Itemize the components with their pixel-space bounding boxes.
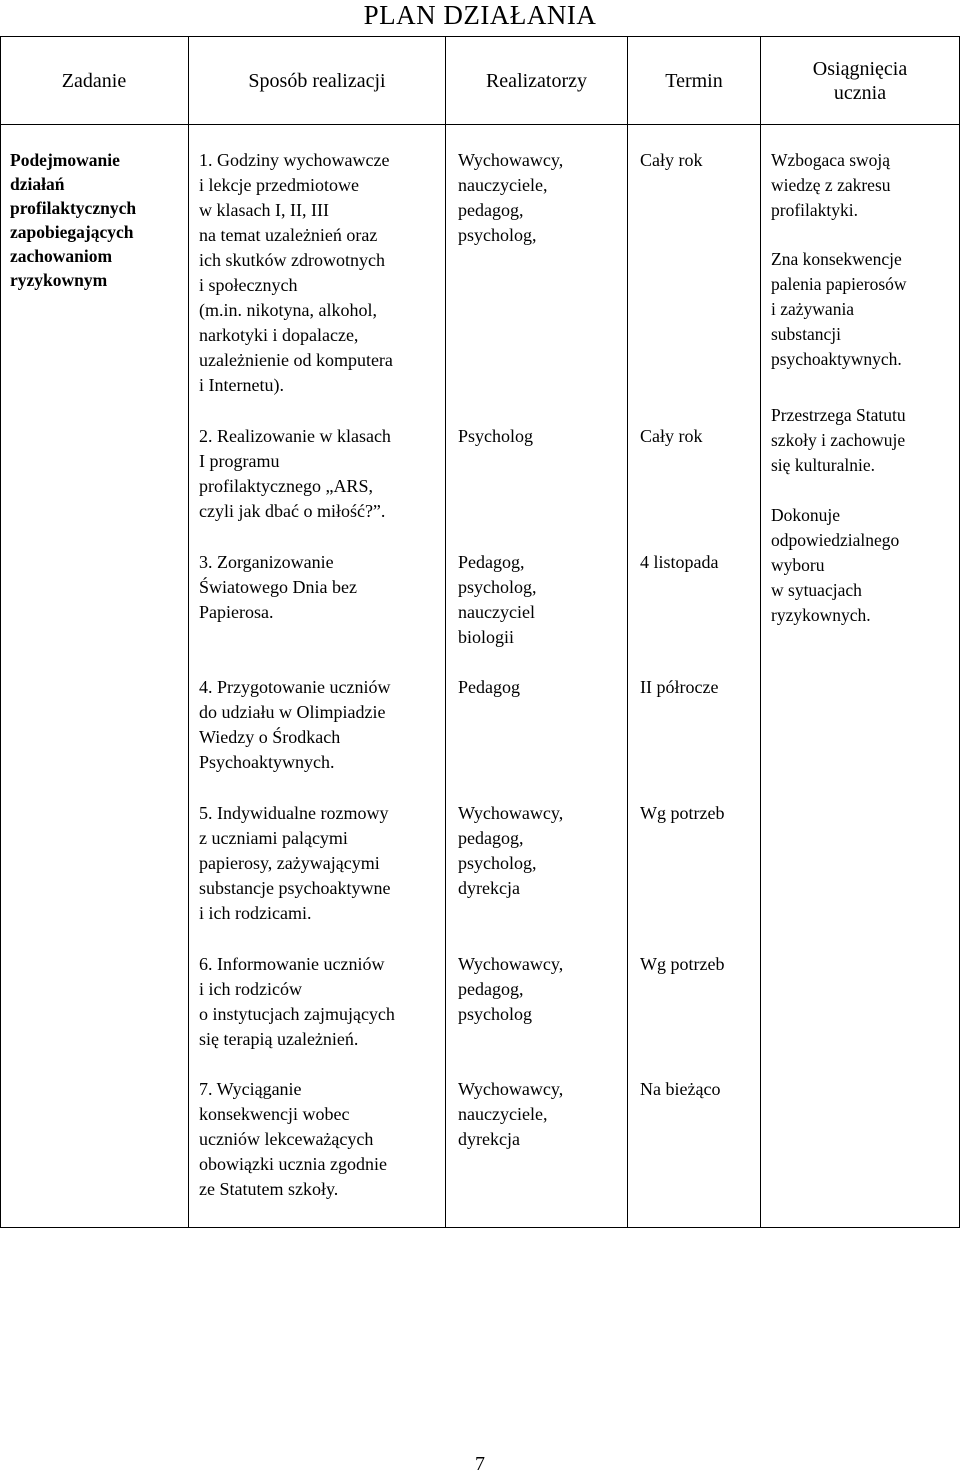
header-achievements: Osiągnięcia ucznia: [812, 57, 908, 104]
column-divider: [760, 36, 761, 1228]
executors-cell-2: Psycholog: [458, 426, 534, 446]
header-deadline: Termin: [665, 69, 723, 92]
column-divider: [445, 36, 446, 1228]
executors-cell-1: Wychowawcy, nauczyciele, pedagog, psycholog,: [458, 150, 564, 245]
header-task: Zadanie: [61, 69, 127, 92]
column-divider: [627, 36, 628, 1228]
task-cell: Podejmowanie działań profilaktycznych zapobiegających zachowaniom ryzykownym: [10, 150, 137, 290]
method-cell-1: 1. Godziny wychowawcze i lekcje przedmiotowe w klasach I, II, III na temat uzależnień oraz ich skutków zdrowotnych i społecznych (m.in. nikotyna, alkohol, narkotyki i dopalacze, uzależnienie od komputera i Internetu).: [199, 150, 393, 395]
method-cell-4: 4. Przygotowanie uczniów do udziału w Olimpiadzie Wiedzy o Środkach Psychoaktywnych.: [199, 677, 391, 772]
header-divider: [0, 124, 960, 125]
column-divider: [188, 36, 189, 1228]
method-cell-2: 2. Realizowanie w klasach I programu profilaktycznego „ARS, czyli jak dbać o miłość?”.: [199, 426, 391, 521]
header-method: Sposób realizacji: [248, 69, 386, 92]
method-cell-3: 3. Zorganizowanie Światowego Dnia bez Papierosa.: [199, 552, 357, 622]
deadline-cell-2: Cały rok: [640, 426, 703, 446]
method-cell-7: 7. Wyciąganie konsekwencji wobec uczniów lekceważących obowiązki ucznia zgodnie ze Statutem szkoły.: [199, 1079, 387, 1199]
deadline-cell-7: Na bieżąco: [640, 1079, 721, 1099]
executors-cell-5: Wychowawcy, pedagog, psycholog, dyrekcja: [458, 803, 564, 898]
executors-cell-7: Wychowawcy, nauczyciele, dyrekcja: [458, 1079, 564, 1149]
page-title: PLAN DZIAŁANIA: [363, 0, 597, 30]
achievement-1: Wzbogaca swoją wiedzę z zakresu profilaktyki.: [771, 150, 891, 220]
achievement-2: Zna konsekwencje palenia papierosów i zażywania substancji psychoaktywnych.: [771, 249, 907, 369]
executors-cell-6: Wychowawcy, pedagog, psycholog: [458, 954, 564, 1024]
deadline-cell-4: II półrocze: [640, 677, 719, 697]
method-cell-6: 6. Informowanie uczniów i ich rodziców o instytucjach zajmujących się terapią uzależnień.: [199, 954, 395, 1049]
deadline-cell-5: Wg potrzeb: [640, 803, 725, 823]
executors-cell-3: Pedagog, psycholog, nauczyciel biologii: [458, 552, 537, 647]
page-number: 7: [475, 1453, 485, 1475]
achievement-3: Przestrzega Statutu szkoły i zachowuje się kulturalnie.: [771, 405, 906, 475]
deadline-cell-1: Cały rok: [640, 150, 703, 170]
achievement-4: Dokonuje odpowiedzialnego wyboru w sytuacjach ryzykownych.: [771, 505, 900, 625]
executors-cell-4: Pedagog: [458, 677, 520, 697]
deadline-cell-3: 4 listopada: [640, 552, 719, 572]
header-executors: Realizatorzy: [485, 69, 588, 92]
method-cell-5: 5. Indywidualne rozmowy z uczniami palącymi papierosy, zażywającymi substancje psychoaktywne i ich rodzicami.: [199, 803, 391, 923]
deadline-cell-6: Wg potrzeb: [640, 954, 725, 974]
